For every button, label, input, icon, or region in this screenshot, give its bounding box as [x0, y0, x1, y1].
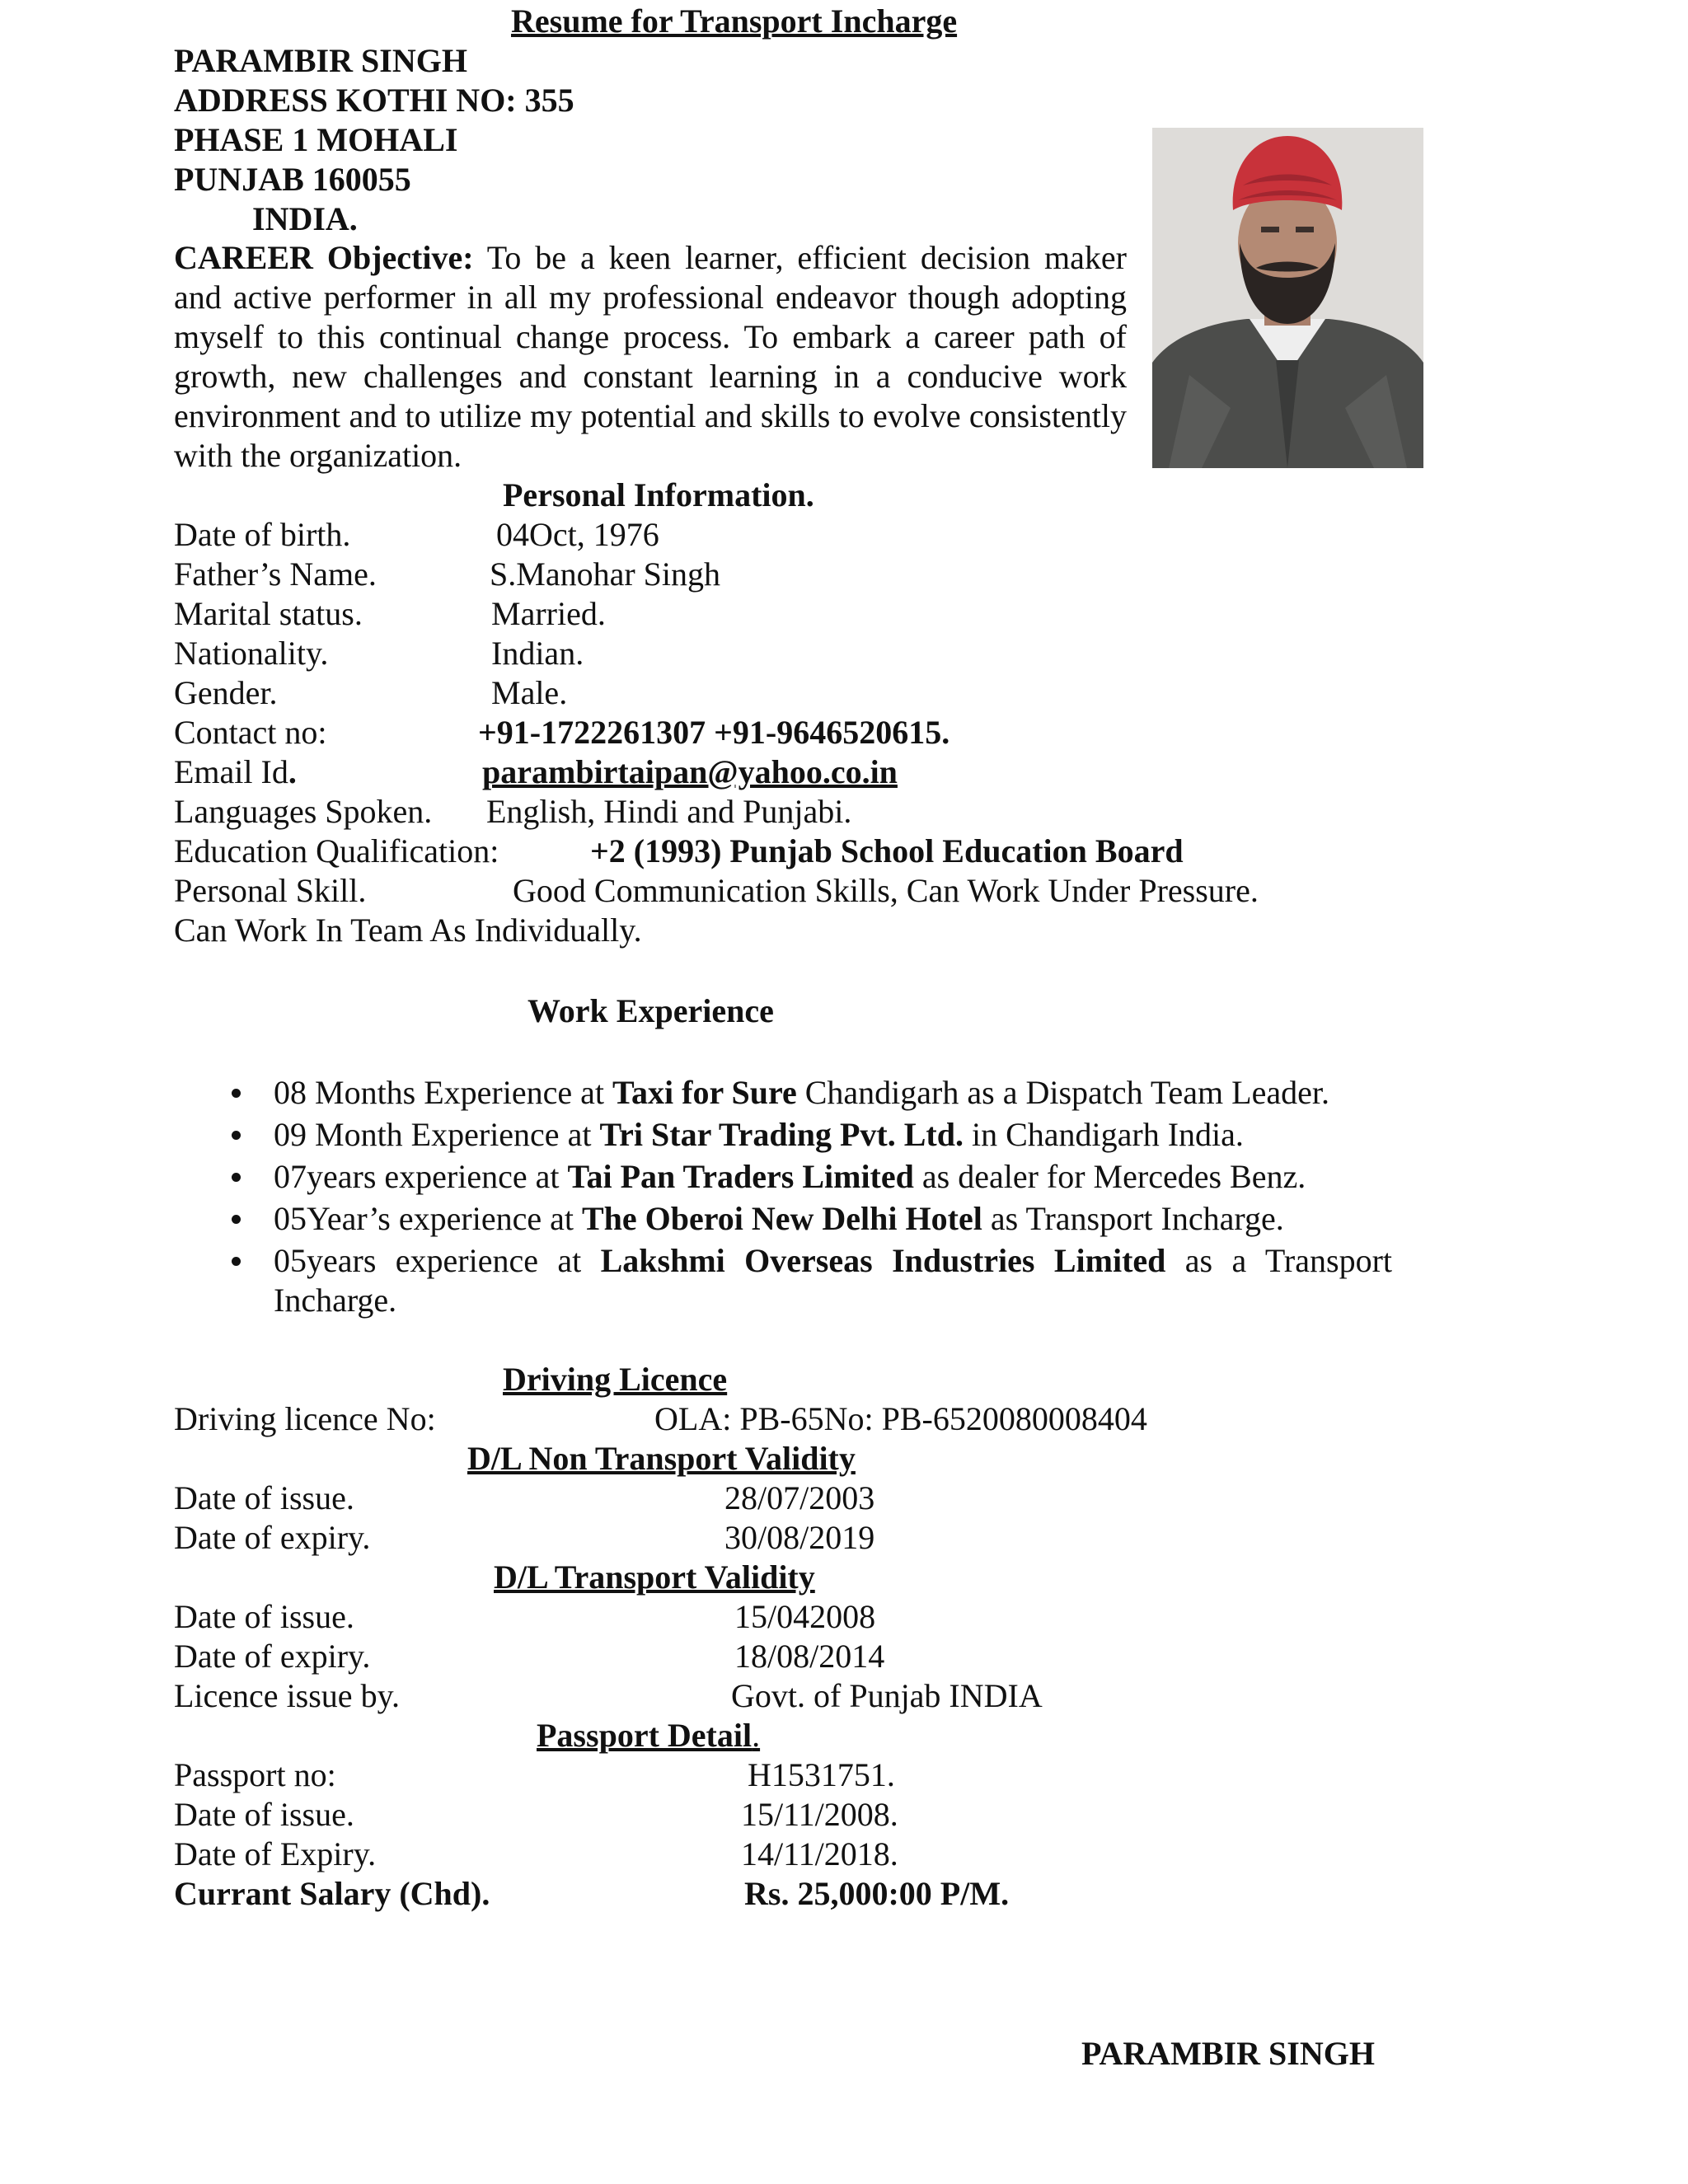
list-item: 07years experience at Tai Pan Traders Limited as dealer for Mercedes Benz.: [174, 1157, 1392, 1197]
passport-issue-label: Date of issue.: [174, 1796, 354, 1833]
passport-no-value: H1531751.: [748, 1756, 895, 1793]
address-line-1: ADDRESS KOTHI NO: 355: [174, 82, 574, 119]
bullet-icon: [232, 1131, 241, 1140]
contact-value: +91-1722261307 +91-9646520615.: [478, 714, 950, 751]
education-label: Education Qualification:: [174, 832, 499, 869]
address-line-2: PHASE 1 MOHALI: [174, 121, 458, 158]
licence-issued-by-label: Licence issue by.: [174, 1677, 400, 1714]
list-item: 09 Month Experience at Tri Star Trading Pvt. Ltd. in Chandigarh India.: [174, 1115, 1392, 1155]
work-experience-list: [174, 1073, 1392, 1323]
applicant-name: PARAMBIR SINGH: [174, 42, 467, 79]
list-item: 05years experience at Lakshmi Overseas Industries Limited as a Transport Incharge.: [174, 1241, 1392, 1320]
nt-expiry-label: Date of expiry.: [174, 1519, 371, 1556]
email-label-text: Email Id: [174, 753, 288, 790]
t-issue-label: Date of issue.: [174, 1598, 354, 1635]
list-item: 08 Months Experience at Taxi for Sure Chandigarh as a Dispatch Team Leader.: [174, 1073, 1392, 1113]
licence-no-value: OLA: PB-65No: PB-6520080008404: [654, 1400, 1147, 1437]
transport-validity-heading: D/L Transport Validity: [494, 1558, 815, 1596]
t-issue-value: 15/042008: [734, 1598, 876, 1635]
nt-issue-label: Date of issue.: [174, 1479, 354, 1516]
email-label: [174, 752, 297, 792]
signature-name: PARAMBIR SINGH: [1081, 2035, 1375, 2072]
personal-info-heading: Personal Information.: [503, 476, 814, 513]
objective-text: To be a keen learner, efficient decision maker and active performer in all my professional endeavor though adopting myself to this continual change process. To embark a career path of growth, new challenges and constant learning in a conducive work environment and to utilize my potential and skills to evolve consistently with the organization.: [174, 239, 1128, 474]
bullet-icon: [232, 1257, 241, 1266]
email-link[interactable]: parambirtaipan@yahoo.co.in: [482, 753, 898, 790]
objective-label: CAREER Objective:: [174, 239, 474, 276]
work-experience-heading: Work Experience: [528, 992, 774, 1029]
licence-issued-by-value: Govt. of Punjab INDIA: [731, 1677, 1043, 1714]
gender-label: Gender.: [174, 674, 278, 711]
dob-value: 04Oct, 1976: [496, 516, 659, 553]
driving-licence-heading: Driving Licence: [503, 1361, 728, 1398]
personal-skill-label: Personal Skill.: [174, 872, 367, 909]
marital-status-value: Married.: [491, 595, 606, 632]
contact-label: Contact no:: [174, 714, 327, 751]
passport-heading-text: Passport Detail: [537, 1717, 753, 1754]
nationality-label: Nationality.: [174, 635, 329, 672]
dob-label: Date of birth.: [174, 516, 351, 553]
father-name-label: Father’s Name.: [174, 555, 377, 593]
personal-skill-continued: Can Work In Team As Individually.: [174, 912, 642, 949]
gender-value: Male.: [491, 674, 568, 711]
personal-skill-value: Good Communication Skills, Can Work Under Pressure.: [513, 872, 1259, 909]
father-name-value: S.Manohar Singh: [490, 555, 720, 593]
portrait-image: [1152, 128, 1423, 468]
languages-label: Languages Spoken.: [174, 793, 433, 830]
list-item: 05Year’s experience at The Oberoi New Delhi Hotel as Transport Incharge.: [174, 1199, 1392, 1239]
licence-no-label: Driving licence No:: [174, 1400, 436, 1437]
salary-label: Currant Salary (Chd).: [174, 1875, 490, 1912]
t-expiry-label: Date of expiry.: [174, 1638, 371, 1675]
passport-expiry-label: Date of Expiry.: [174, 1835, 377, 1872]
passport-issue-value: 15/11/2008.: [741, 1796, 898, 1833]
education-value: +2 (1993) Punjab School Education Board: [590, 832, 1184, 869]
address-line-3: PUNJAB 160055: [174, 161, 411, 198]
address-country: INDIA.: [252, 200, 358, 237]
applicant-photo: [1152, 128, 1423, 468]
passport-expiry-value: 14/11/2018.: [741, 1835, 898, 1872]
career-objective: [174, 238, 1127, 476]
nt-expiry-value: 30/08/2019: [724, 1519, 875, 1556]
non-transport-validity-heading: D/L Non Transport Validity: [467, 1440, 856, 1477]
email-label-dot: .: [288, 753, 297, 790]
bullet-icon: [232, 1089, 241, 1098]
languages-value: English, Hindi and Punjabi.: [486, 793, 852, 830]
passport-heading-dot: .: [752, 1717, 761, 1754]
passport-no-label: Passport no:: [174, 1756, 336, 1793]
passport-heading: [537, 1716, 760, 1755]
t-expiry-value: 18/08/2014: [734, 1638, 885, 1675]
bullet-icon: [232, 1173, 241, 1182]
resume-title: Resume for Transport Incharge: [511, 2, 958, 40]
salary-value: Rs. 25,000:00 P/M.: [744, 1875, 1010, 1912]
bullet-icon: [232, 1215, 241, 1224]
marital-status-label: Marital status.: [174, 595, 363, 632]
nt-issue-value: 28/07/2003: [724, 1479, 875, 1516]
nationality-value: Indian.: [491, 635, 584, 672]
